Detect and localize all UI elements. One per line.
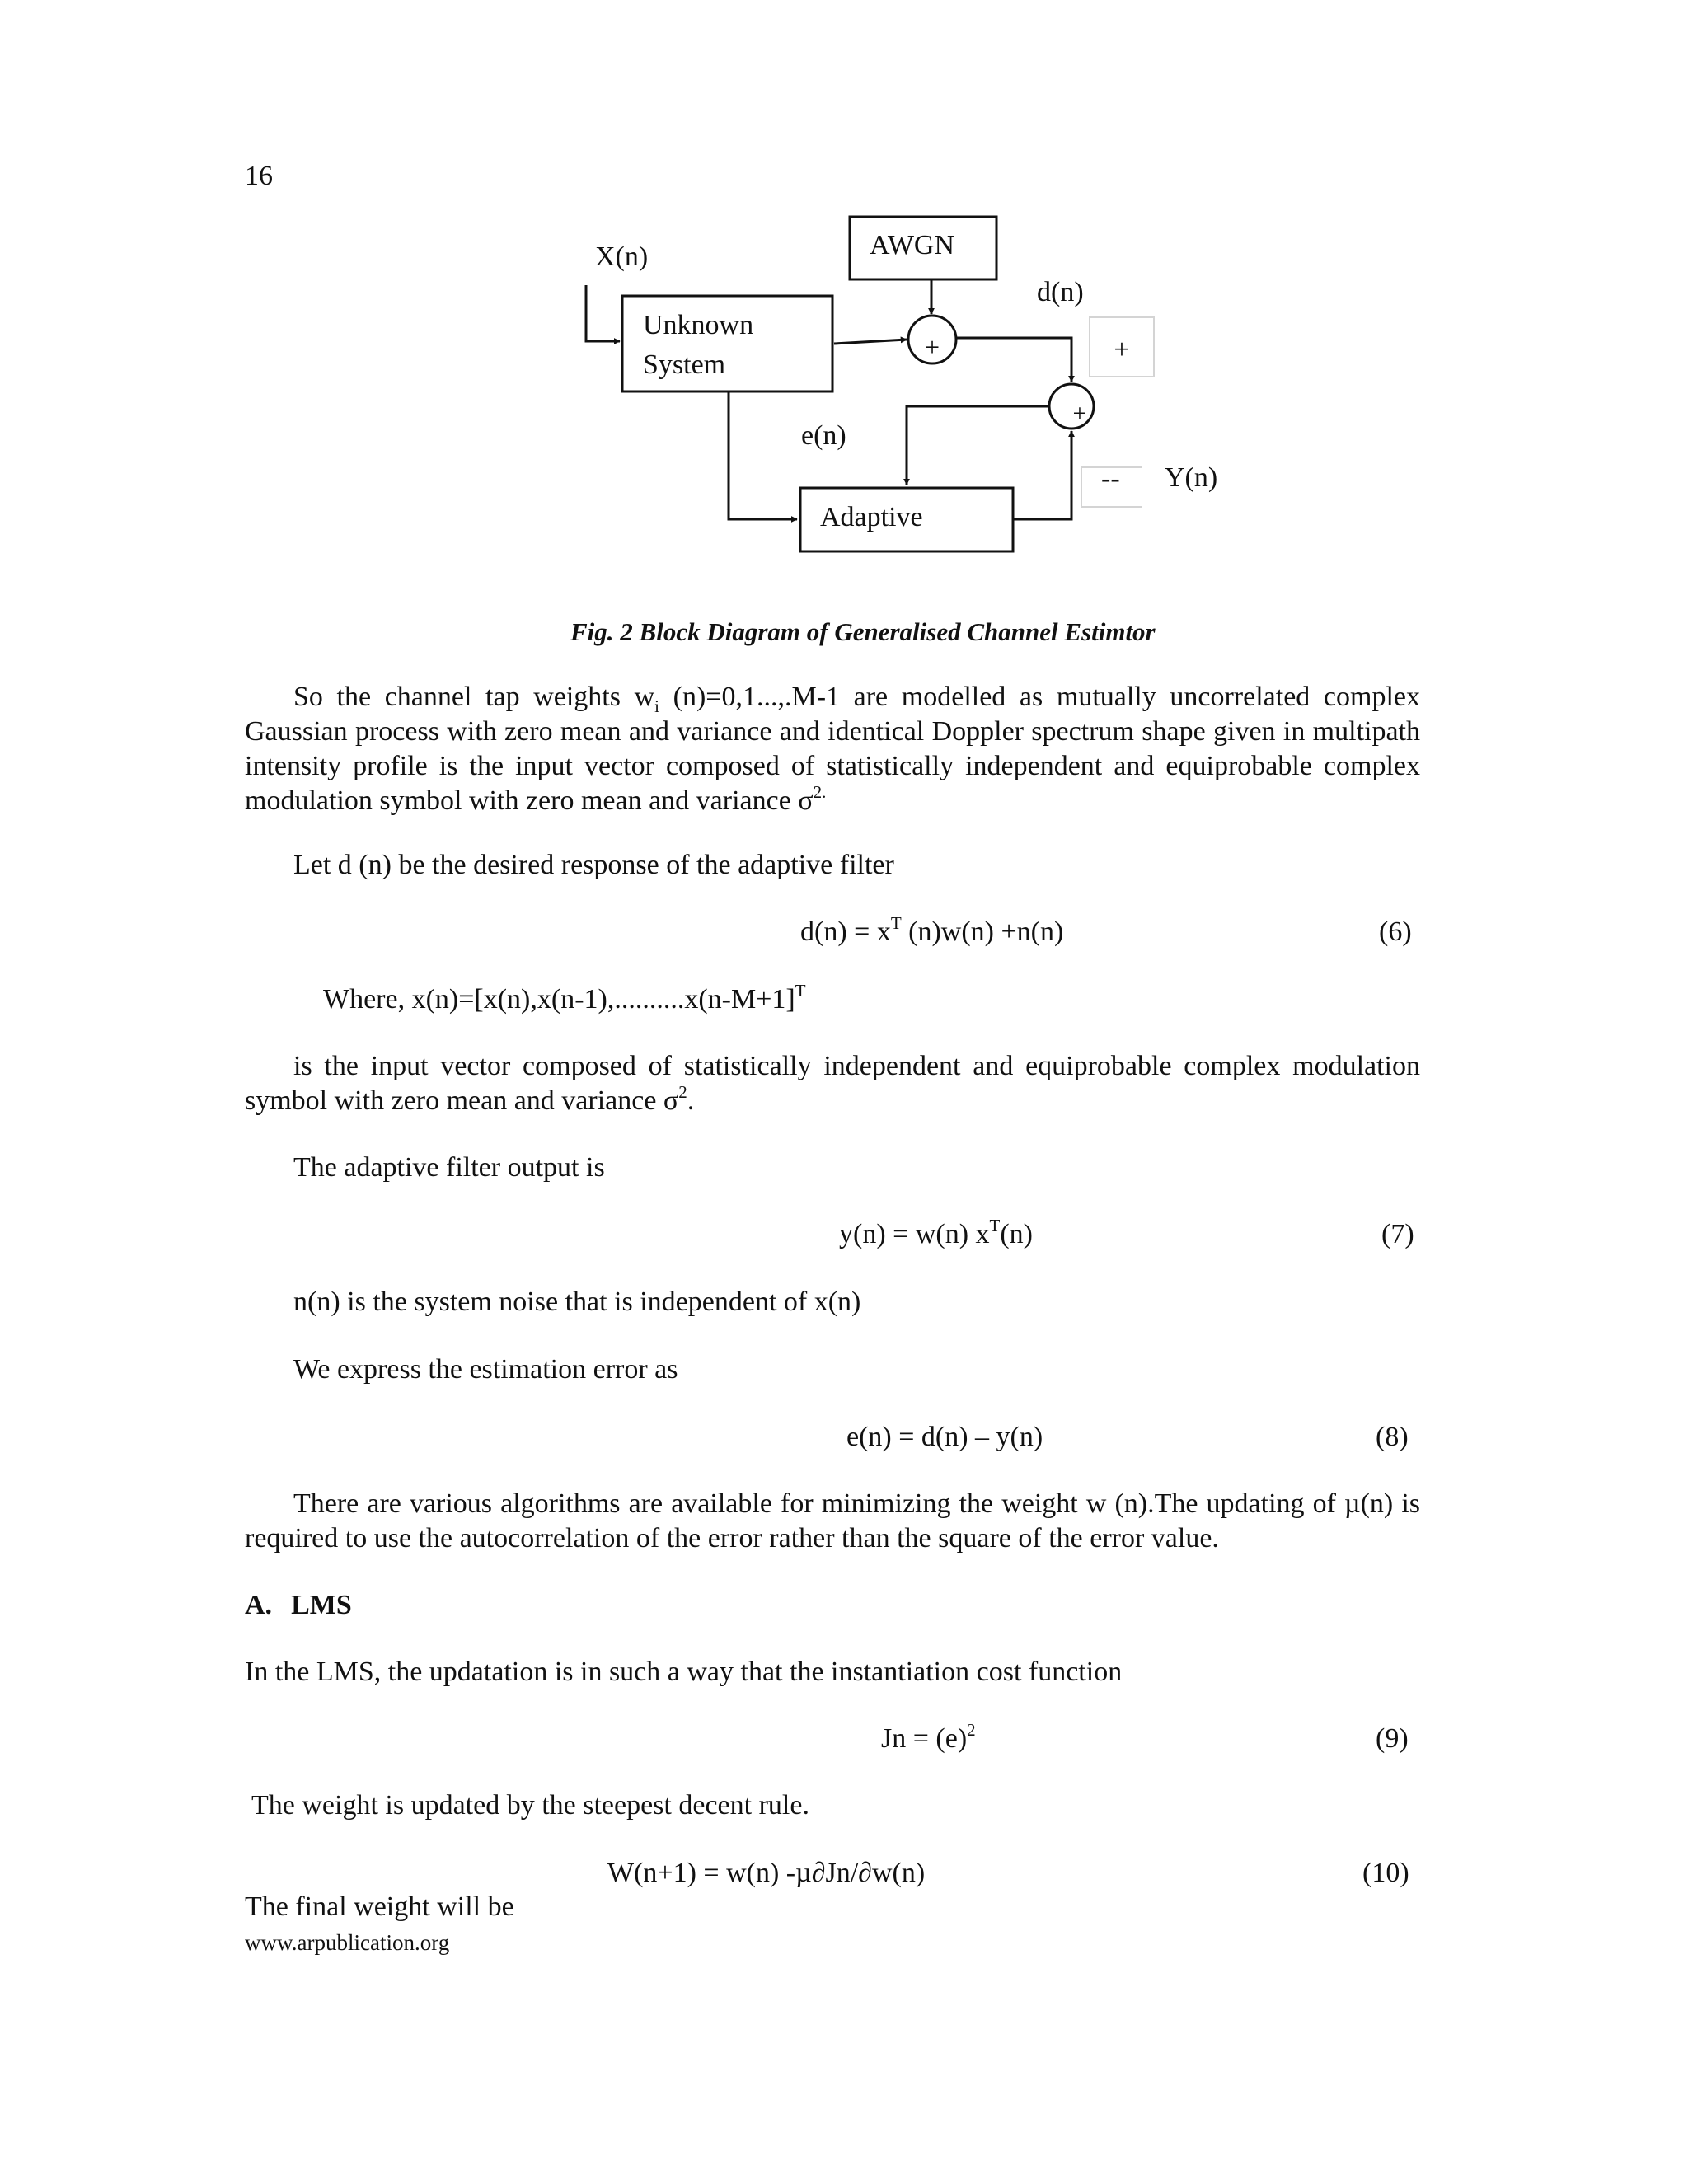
- dn-arrow: [956, 338, 1071, 382]
- paragraph-2: Let d (n) be the desired response of the adaptive filter: [293, 850, 894, 880]
- equation-8-number: (8): [1376, 1422, 1409, 1452]
- paragraph-5: n(n) is the system noise that is independent of x(n): [293, 1286, 861, 1317]
- plus-sign: +: [1114, 335, 1130, 365]
- section-label: A.: [245, 1590, 273, 1620]
- section-heading: [245, 1588, 352, 1623]
- paragraph-6: We express the estimation error as: [293, 1354, 678, 1385]
- paragraph-8: In the LMS, the updatation is in such a way that the instantiation cost function: [245, 1657, 1123, 1687]
- yn-arrow: [1013, 431, 1071, 519]
- paragraph-10: The final weight will be: [245, 1891, 514, 1922]
- block-diagram: [0, 0, 1688, 593]
- footer-url: www.arpublication.org: [245, 1930, 450, 1955]
- paragraph-1: So the channel tap weights $w_i$ (n)=0,1...,.M-1 are modelled as mutually uncorrelated complex Gaussian process with zero mean and variance and identical Doppler spectrum shape given in multipath intensity profile is the input vector composed of statistically independent and equiprobable complex modulation symbol with zero mean and variance $\sigma^{2.}$: [245, 682, 1420, 816]
- equation-9: $Jn = (e)^2$: [881, 1720, 976, 1754]
- label-xn: X(n): [595, 241, 649, 272]
- where-line: Where, $x(n)=[x(n),x(n-1),..........x(n-M+1]^T$: [323, 981, 806, 1015]
- paragraph-4: The adaptive filter output is: [293, 1152, 605, 1183]
- equation-7-number: (7): [1381, 1219, 1414, 1249]
- label-adaptive: Adaptive: [820, 502, 923, 532]
- equation-6-number: (6): [1379, 916, 1412, 947]
- equation-10: W(n+1) = w(n) -µ∂Jn/∂w(n): [607, 1858, 926, 1888]
- paragraph-9: The weight is updated by the steepest decent rule.: [251, 1790, 809, 1821]
- paragraph-7: There are various algorithms are available for minimizing the weight w (n).The updating of µ(n) is required to use the autocorrelation of the error rather than the square of the error value.: [245, 1488, 1420, 1554]
- page-number: 16: [245, 161, 273, 191]
- label-en: e(n): [801, 420, 846, 451]
- label-awgn: AWGN: [870, 230, 955, 260]
- unknown-to-sum-arrow: [834, 340, 907, 344]
- equation-9-number: (9): [1376, 1723, 1409, 1754]
- label-dn: d(n): [1037, 277, 1084, 307]
- minus-sign: --: [1101, 463, 1120, 494]
- summer-1-sign: +: [924, 332, 940, 362]
- equation-6: $d(n) = x^T$ (n)w(n) +n(n): [800, 913, 1064, 947]
- label-yn: Y(n): [1165, 462, 1218, 493]
- paragraph-3: is the input vector composed of statistically independent and equiprobable complex modulation symbol with zero mean and variance $\sigma^2$.: [245, 1051, 1420, 1116]
- label-unknown-line1: Unknown: [643, 310, 754, 340]
- input-arrow: [586, 285, 620, 341]
- tap-to-adaptive-arrow: [729, 391, 797, 519]
- equation-8: e(n) = d(n) – y(n): [846, 1422, 1043, 1452]
- figure-caption: Fig. 2 Block Diagram of Generalised Channel Estimtor: [570, 617, 1156, 646]
- equation-7: y(n) = w(n) $x^T(n)$: [839, 1216, 1034, 1249]
- label-unknown-line2: System: [643, 349, 726, 380]
- summer-2-sign: +: [1072, 400, 1087, 427]
- en-arrow: [907, 406, 1049, 485]
- section-title: LMS: [291, 1590, 352, 1620]
- equation-10-number: (10): [1362, 1858, 1409, 1888]
- summer-2: [1049, 384, 1094, 429]
